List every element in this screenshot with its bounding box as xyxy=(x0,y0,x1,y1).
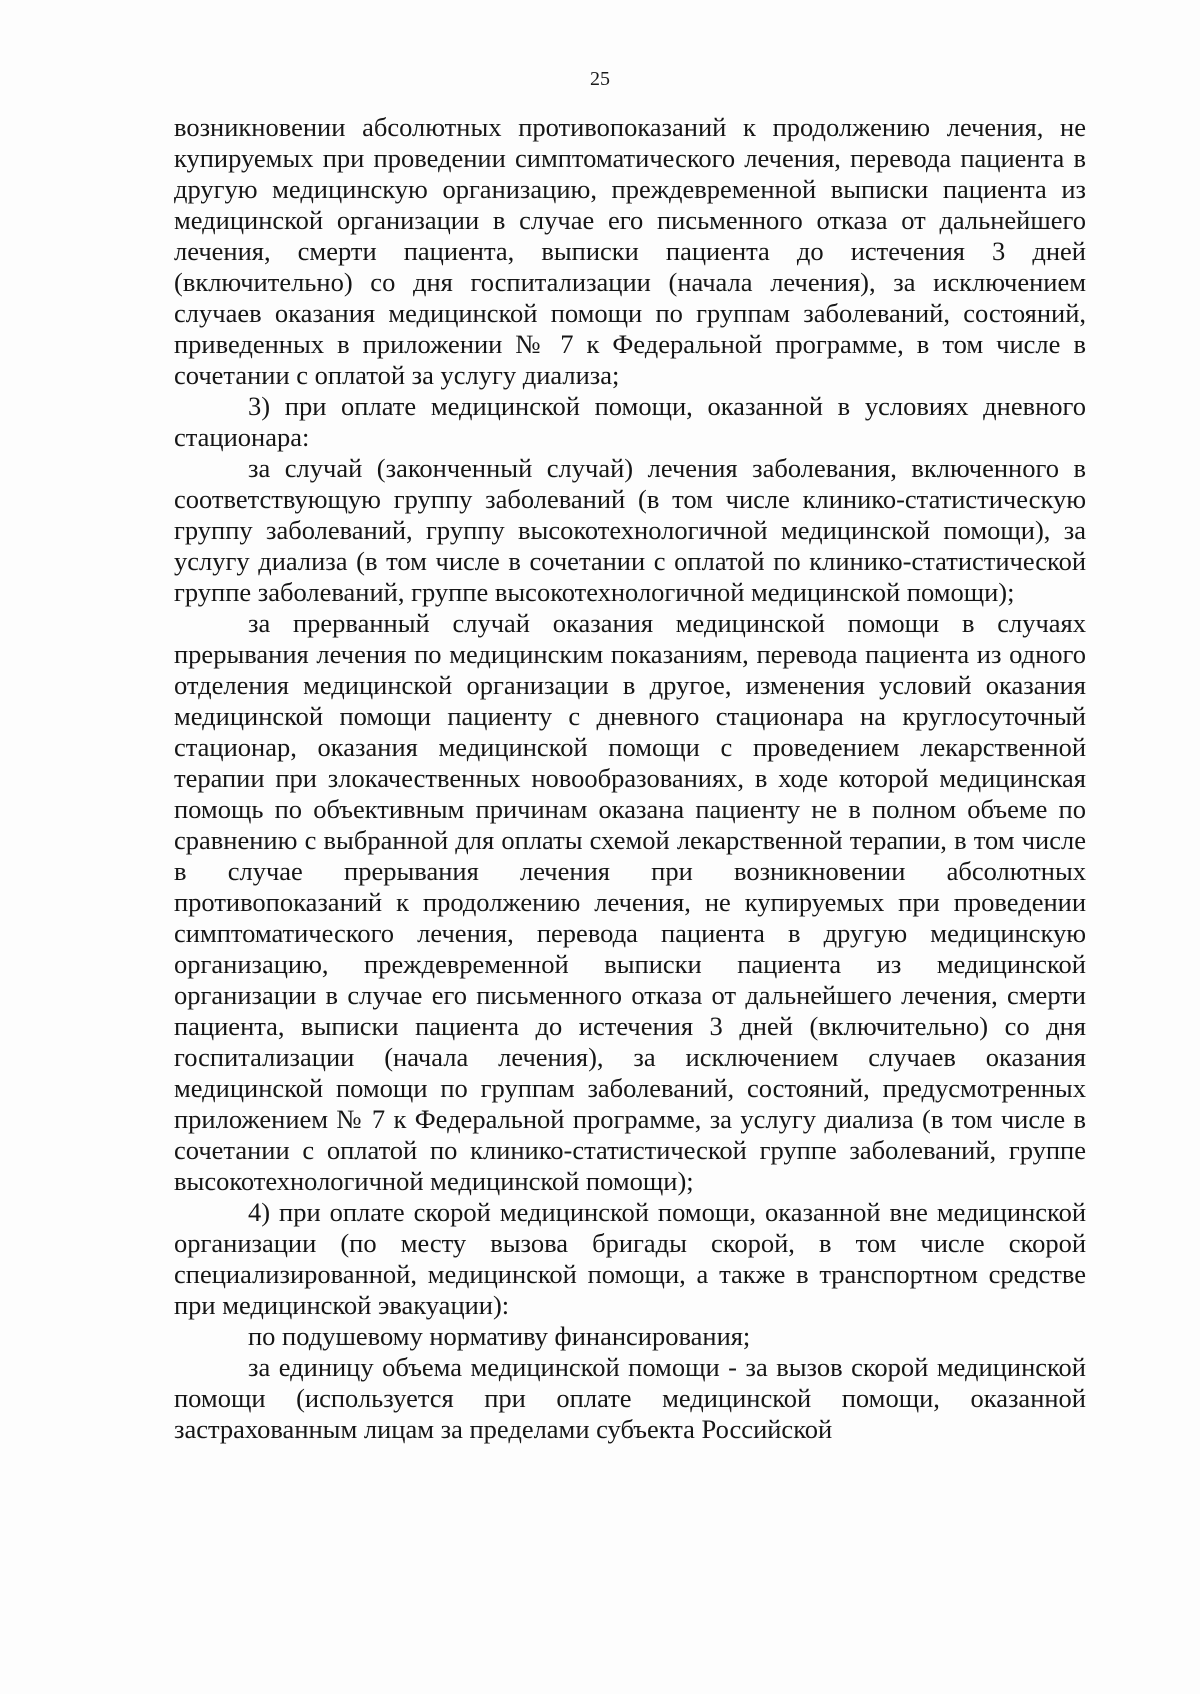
paragraph-item-4: 4) при оплате скорой медицинской помощи, оказанной вне медицинской организации (по месту вызова бригады скорой, в том числе скорой специализированной, медицинской помощи, а также в транспортном средстве при медицинской эвакуации): xyxy=(174,1197,1086,1320)
paragraph-per-capita: по подушевому нормативу финансирования; xyxy=(248,1321,751,1351)
page-number: 25 xyxy=(590,68,610,90)
paragraph-interrupted-case: за прерванный случай оказания медицинской помощи в случаях прерывания лечения по медицинским показаниям, перевода пациента из одного отделения медицинской организации в другое, изменения условий оказания медицинской помощи пациенту с дневного стационара на круглосуточный стационар, оказания медицинской помощи с проведением лекарственной терапии при злокачественных новообразованиях, в ходе которой медицинская помощь по объективным причинам оказана пациенту не в полном объеме по сравнению с выбранной для оплаты схемой лекарственной терапии, в том числе в случае прерывания лечения при возникновении абсолютных противопоказаний к продолжению лечения, не купируемых при проведении симптоматического лечения, перевода пациента в другую медицинскую организацию, преждевременной выписки пациента из медицинской организации в случае его письменного отказа от дальнейшего лечения, смерти пациента, выписки пациента до истечения 3 дней (включительно) со дня госпитализации (начала лечения), за исключением случаев оказания медицинской помощи по группам заболеваний, состояний, предусмотренных приложением № 7 к Федеральной программе, за услугу диализа (в том числе в сочетании с оплатой по клинико-статистической группе заболеваний, группе высокотехнологичной медицинской помощи); xyxy=(174,608,1086,1196)
document-body xyxy=(174,112,1086,1445)
paragraph-continuation: возникновении абсолютных противопоказаний к продолжению лечения, не купируемых при проведении симптоматического лечения, перевода пациента в другую медицинскую организацию, преждевременной выписки пациента из медицинской организации в случае его письменного отказа от дальнейшего лечения, смерти пациента, выписки пациента до истечения 3 дней (включительно) со дня госпитализации (начала лечения), за исключением случаев оказания медицинской помощи по группам заболеваний, состояний, приведенных в приложении № 7 к Федеральной программе, в том числе в сочетании с оплатой за услугу диализа; xyxy=(174,112,1086,390)
paragraph-item-3: 3) при оплате медицинской помощи, оказанной в условиях дневного стационара: xyxy=(174,391,1086,452)
paragraph-completed-case: за случай (законченный случай) лечения заболевания, включенного в соответствующую группу заболеваний (в том числе клинико-статистическую группу заболеваний, группу высокотехнологичной медицинской помощи), за услугу диализа (в том числе в сочетании с оплатой по клинико-статистической группе заболеваний, группе высокотехнологичной медицинской помощи); xyxy=(174,453,1086,607)
paragraph-unit-volume: за единицу объема медицинской помощи - за вызов скорой медицинской помощи (используется при оплате медицинской помощи, оказанной застрахованным лицам за пределами субъекта Российской xyxy=(174,1352,1086,1444)
